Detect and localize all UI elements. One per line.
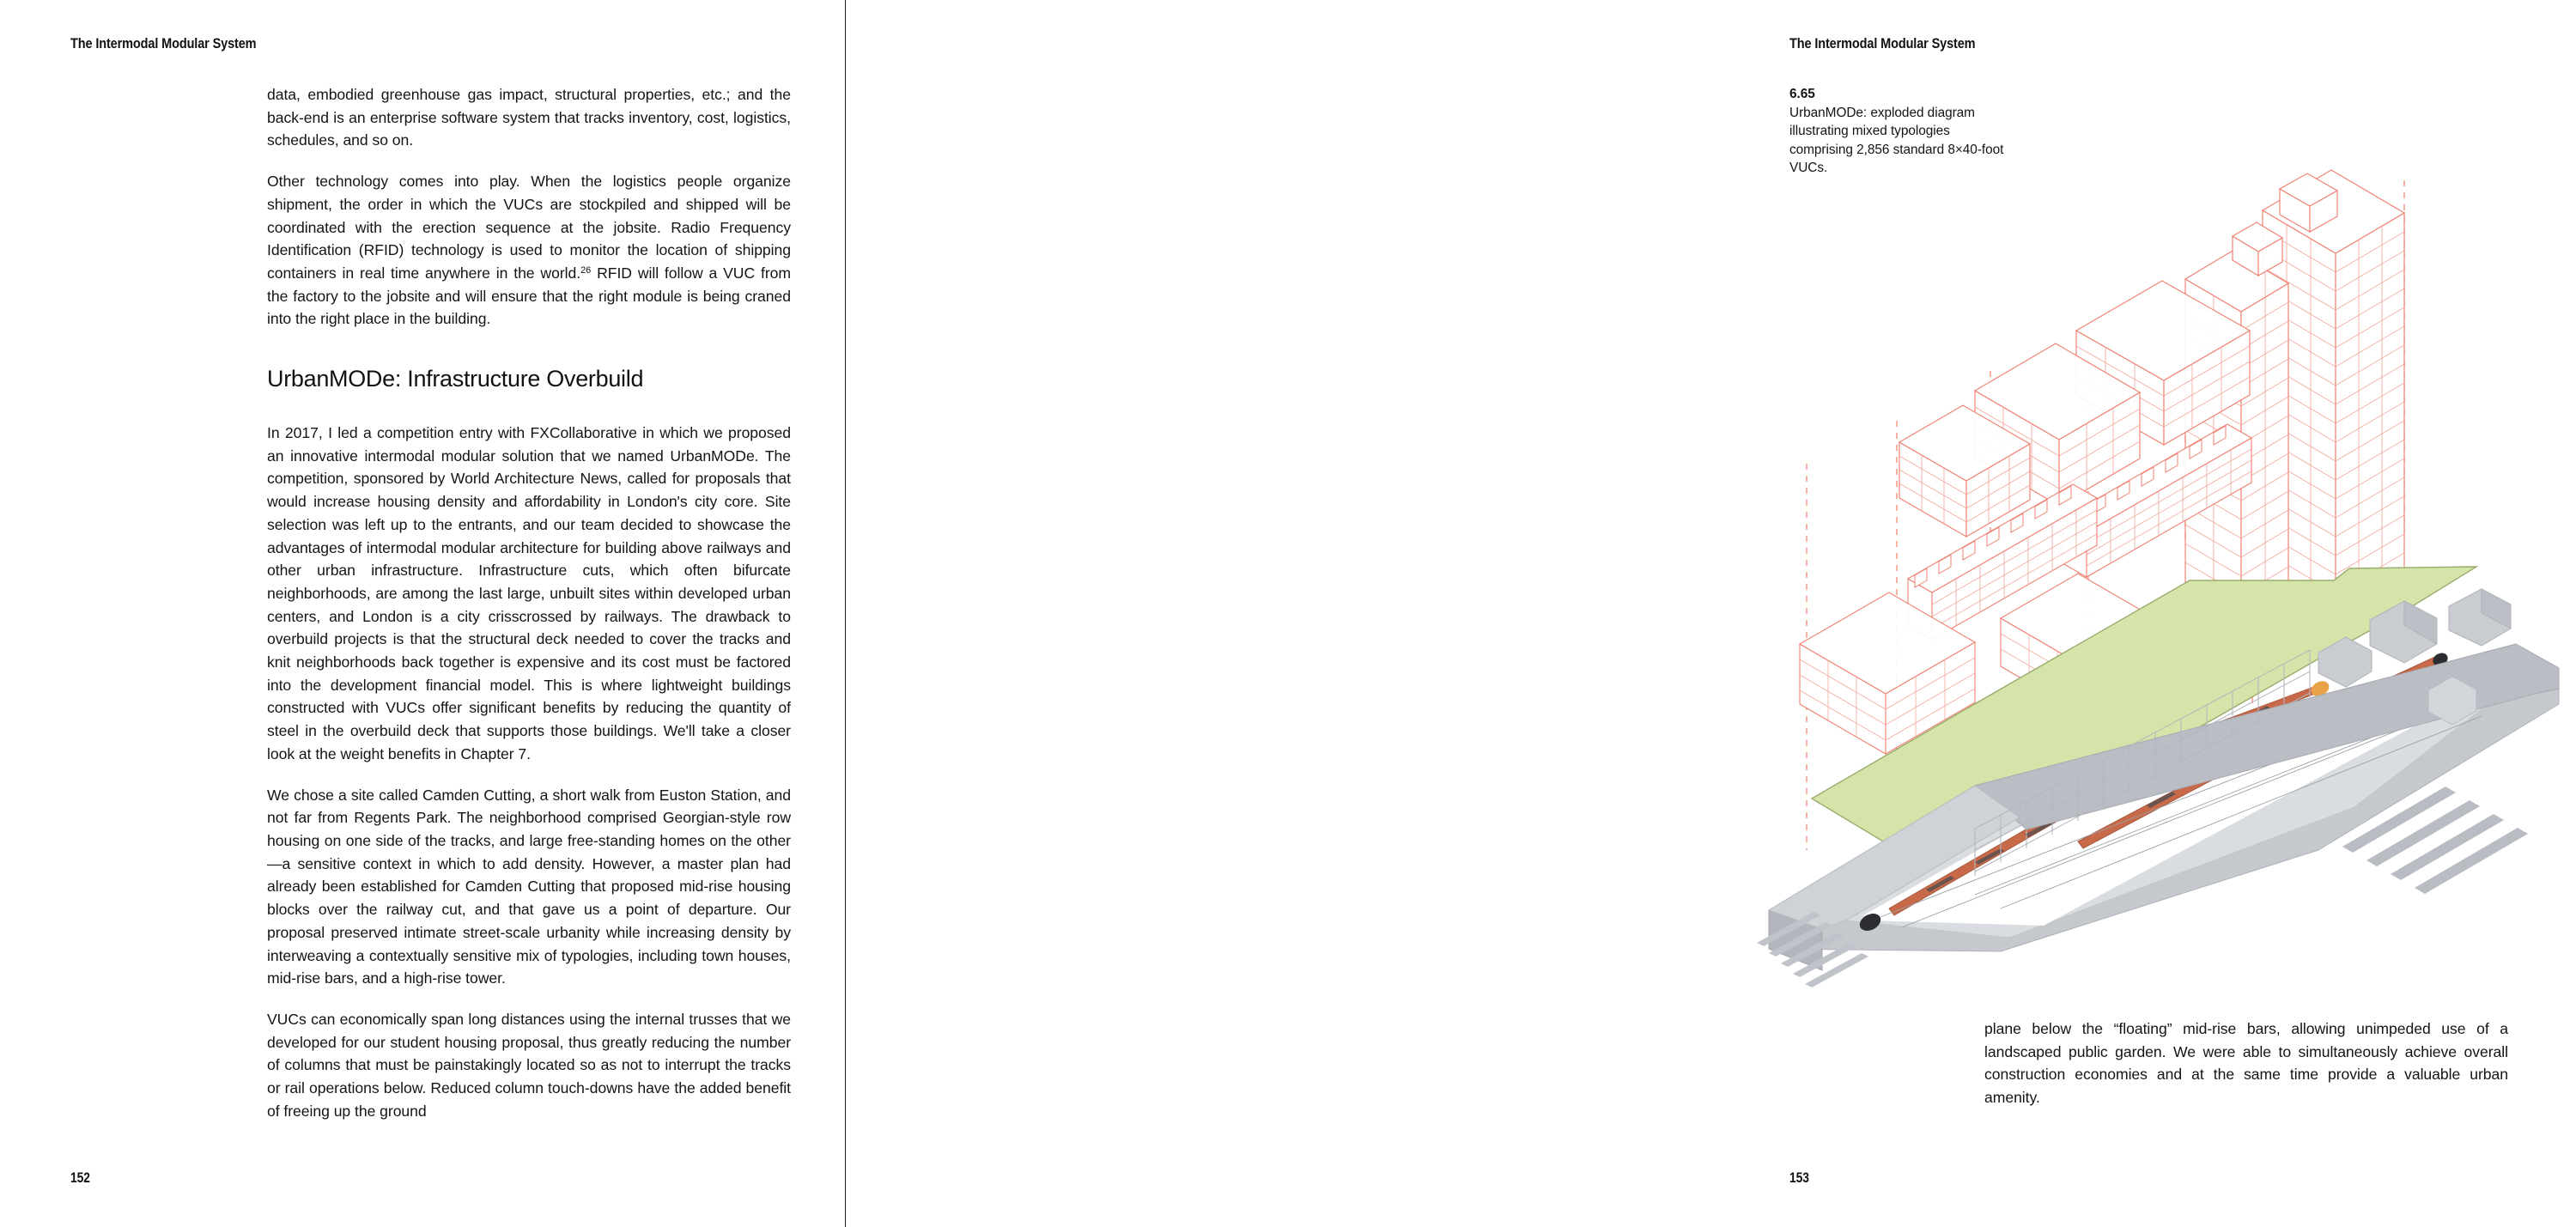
figure-number: 6.65 bbox=[1789, 87, 1815, 101]
urbanmode-exploded-diagram bbox=[1717, 52, 2576, 1013]
folio-left: 152 bbox=[70, 1170, 90, 1186]
folio-right: 153 bbox=[1789, 1170, 1809, 1186]
paragraph-3: In 2017, I led a competition entry with FXCollaborative in which we proposed an innovative intermodal modular solution that we named UrbanMODe. The competition, sponsored by World Architecture News, called for proposals that would increase housing density and affordability in London's city core. Site selection was left up to the entrants, and our team decided to showcase the advantages of intermodal modular architecture for building above railways and other urban infrastructure. Infrastructure cuts, which often bifurcate neighborhoods, are among the last large, unbuilt sites within developed urban centers, and London is a city crisscrossed by railways. The drawback to overbuild projects is that the structural deck needed to cover the tracks and knit neighborhoods back together is expensive and its cost must be factored into the development financial model. This is where lightweight buildings constructed with VUCs offer significant benefits by reducing the quantity of steel in the overbuild deck that supports those buildings. We'll take a closer look at the weight benefits in Chapter 7. bbox=[267, 424, 791, 762]
paragraph-4: We chose a site called Camden Cutting, a short walk from Euston Station, and not far from Regents Park. The neighborhood comprised Georgian-style row housing on one side of the tracks, and large free-standing homes on the other—a sensitive context in which to add density. However, a master plan had already been established for Camden Cutting that proposed mid-rise housing blocks over the railway cut, and that gave us a point of departure. Our proposal preserved intimate street-scale urbanity while increasing density by interweaving a contextually sensitive mix of typologies, including town houses, mid-rise bars, and a high-rise tower. bbox=[267, 786, 791, 987]
paragraph-2 bbox=[267, 170, 791, 331]
left-page bbox=[0, 0, 859, 1227]
paragraph-1: data, embodied greenhouse gas impact, structural properties, etc.; and the back-end is an enterprise software system that tracks inventory, cost, logistics, schedules, and so on. bbox=[267, 86, 791, 149]
section-heading: UrbanMODe: Infrastructure Overbuild bbox=[267, 366, 644, 392]
body-text-column bbox=[267, 83, 791, 1122]
right-page bbox=[859, 0, 2508, 1227]
paragraph-2-head: Other technology comes into play. When the logistics people organize shipment, the order in which the VUCs are stockpiled and shipped will be coordinated with the erection sequence at the jobsite. Radio Frequency Identification (RFID) technology is used to monitor the location of shipping containers in real time anywhere in the world. bbox=[267, 173, 791, 282]
running-head-right: The Intermodal Modular System bbox=[1789, 36, 1976, 52]
paragraph-2-tail: RFID will follow a VUC from the factory to the jobsite and will ensure that the right module is being craned into the right place in the building. bbox=[267, 264, 791, 328]
figure-caption-text: UrbanMODe: exploded diagram illustrating mixed typologies comprising 2,856 standard 8×40-foot VUCs. bbox=[1789, 105, 2004, 175]
running-head-left: The Intermodal Modular System bbox=[70, 36, 257, 52]
exploded-axonometric-svg bbox=[1717, 52, 2576, 1013]
footnote-marker: 26 bbox=[580, 264, 592, 276]
paragraph-5: VUCs can economically span long distances using the internal trusses that we developed for our student housing proposal, thus greatly reducing the number of columns that must be painstakingly located so as not to interrupt the tracks or rail operations below. Reduced column touch-downs have the added benefit of freeing up the ground bbox=[267, 1010, 791, 1120]
continuation-paragraph: plane below the “floating” mid-rise bars, allowing unimpeded use of a landscaped public garden. We were able to simultaneously achieve overall construction economies and at the same time provide a valuable urban amenity. bbox=[1984, 1020, 2508, 1107]
